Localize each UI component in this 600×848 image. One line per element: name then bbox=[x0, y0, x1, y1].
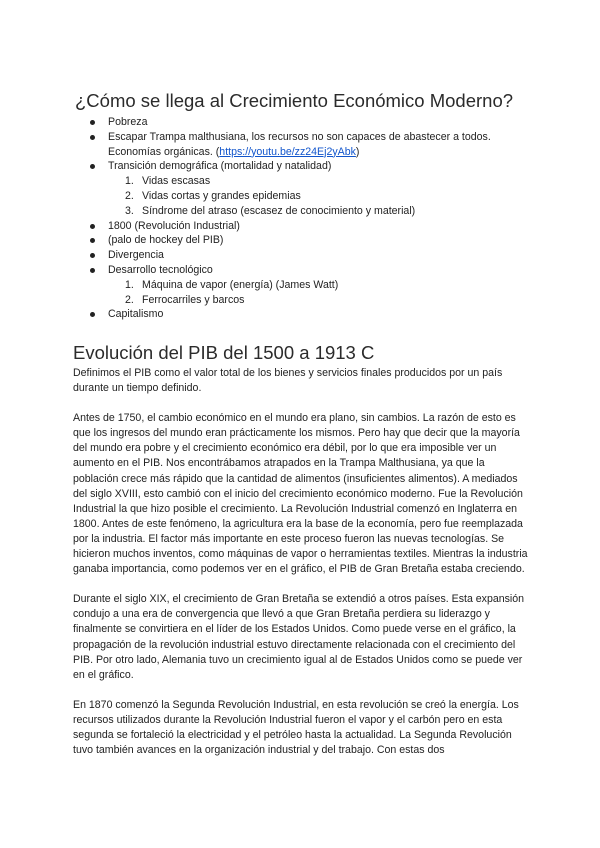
sub-list-item: 3. Síndrome del atraso (escasez de conocimiento y material) bbox=[125, 204, 416, 217]
list-item: Transición demográfica (mortalidad y natalidad) 1. Vidas escasas 2. Vidas cortas y grandes epidemias 3. Síndrome del atraso (escasez de conocimiento y material) bbox=[74, 159, 544, 218]
bullet-dot-icon bbox=[90, 224, 95, 229]
sub-list bbox=[108, 278, 544, 308]
list-item: 1800 (Revolución Industrial) bbox=[74, 219, 544, 234]
list-item: Desarrollo tecnológico 1. Máquina de vapor (energía) (James Watt) 2. Ferrocarriles y barcos bbox=[74, 263, 544, 307]
paragraph: Antes de 1750, el cambio económico en el mundo era plano, sin cambios. La razón de esto es que los ingresos del mundo eran prácticamente los mismos. Pero hay que decir que la mayoría del mundo era pobre y el crecimiento económico era débil, por lo que era imposible ver un aumento en el PIB. Nos encontrábamos atrapados en la Trampa Malthusiana, ya que la población crece más rápido que la cantidad de alimentos (insuficientes alimentos). A mediados del siglo XVIII, esto cambió con el inicio del crecimiento económico moderno. Fue la Revolución Industrial la que hizo posible el crecimiento. La Revolución Industrial comenzó en Inglaterra en 1800. Antes de este fenómeno, la agricultura era la base de la economía, pero fue reemplazada por la industria. El factor más importante en este proceso fueron las nuevas tecnologías. Se hicieron muchos inventos, como máquinas de vapor o herramientas textiles. Mientras la industria ganaba importancia, como podemos ver en el gráfico, el PIB de Gran Bretaña estaba creciendo. bbox=[73, 412, 528, 576]
sub-list-item: 2. Vidas cortas y grandes epidemias bbox=[125, 189, 301, 202]
bullet-dot-icon bbox=[90, 253, 95, 258]
bullet-dot-icon bbox=[90, 238, 95, 243]
sub-list bbox=[108, 174, 544, 218]
bullet-dot-icon bbox=[90, 164, 95, 169]
paragraph: En 1870 comenzó la Segunda Revolución Industrial, en esta revolución se creó la energía. Los recursos utilizados durante la Revolución Industrial fueron el vapor y el carbón pero en esta segunda se fortaleció la electricidad y el petróleo hasta la actualidad. La Segunda Revolución tuvo también avances en la organización industrial y del trabajo. Con estas dos bbox=[73, 698, 519, 757]
sub-list-item: 1. Vidas escasas bbox=[125, 175, 211, 188]
bullet-list bbox=[74, 115, 544, 322]
bullet-dot-icon bbox=[90, 120, 95, 125]
heading-crecimiento: ¿Cómo se llega al Crecimiento Económico Moderno? bbox=[75, 90, 514, 111]
sub-list-item: 2. Ferrocarriles y barcos bbox=[125, 293, 245, 306]
list-item: (palo de hockey del PIB) bbox=[74, 233, 544, 248]
youtube-link[interactable]: https://youtu.be/zz24Ej2yAbk bbox=[219, 145, 356, 158]
paragraph: Definimos el PIB como el valor total de los bienes y servicios finales producidos por un país durante un tiempo definido. bbox=[73, 367, 503, 395]
bullet-dot-icon bbox=[90, 312, 95, 317]
list-item: Capitalismo bbox=[74, 307, 544, 322]
sub-list-item: 1. Máquina de vapor (energía) (James Watt) bbox=[125, 278, 339, 291]
list-item: Pobreza bbox=[74, 115, 544, 130]
list-item: Escapar Trampa malthusiana, los recursos no son capaces de abastecer a todos. Economías orgánicas. (https://youtu.be/zz24Ej2yAbk) bbox=[74, 130, 544, 160]
bullet-dot-icon bbox=[90, 135, 95, 140]
paragraph: Durante el siglo XIX, el crecimiento de Gran Bretaña se extendió a otros países. Esta expansión condujo a una era de convergencia que llevó a que Gran Bretaña perdiera su liderazgo y finalmente se convirtiera en el líder de los Estados Unidos. Como puede verse en el gráfico, la propagación de la revolución industrial estuvo directamente relacionada con el crecimiento del PIB. Por otro lado, Alemania tuvo un crecimiento igual al de Estados Unidos como se puede ver en el gráfico. bbox=[73, 593, 525, 681]
bullet-dot-icon bbox=[90, 268, 95, 273]
list-item: Divergencia bbox=[74, 248, 544, 263]
heading-evolucion-pib: Evolución del PIB del 1500 a 1913 C bbox=[73, 342, 375, 363]
body-text bbox=[73, 366, 529, 773]
